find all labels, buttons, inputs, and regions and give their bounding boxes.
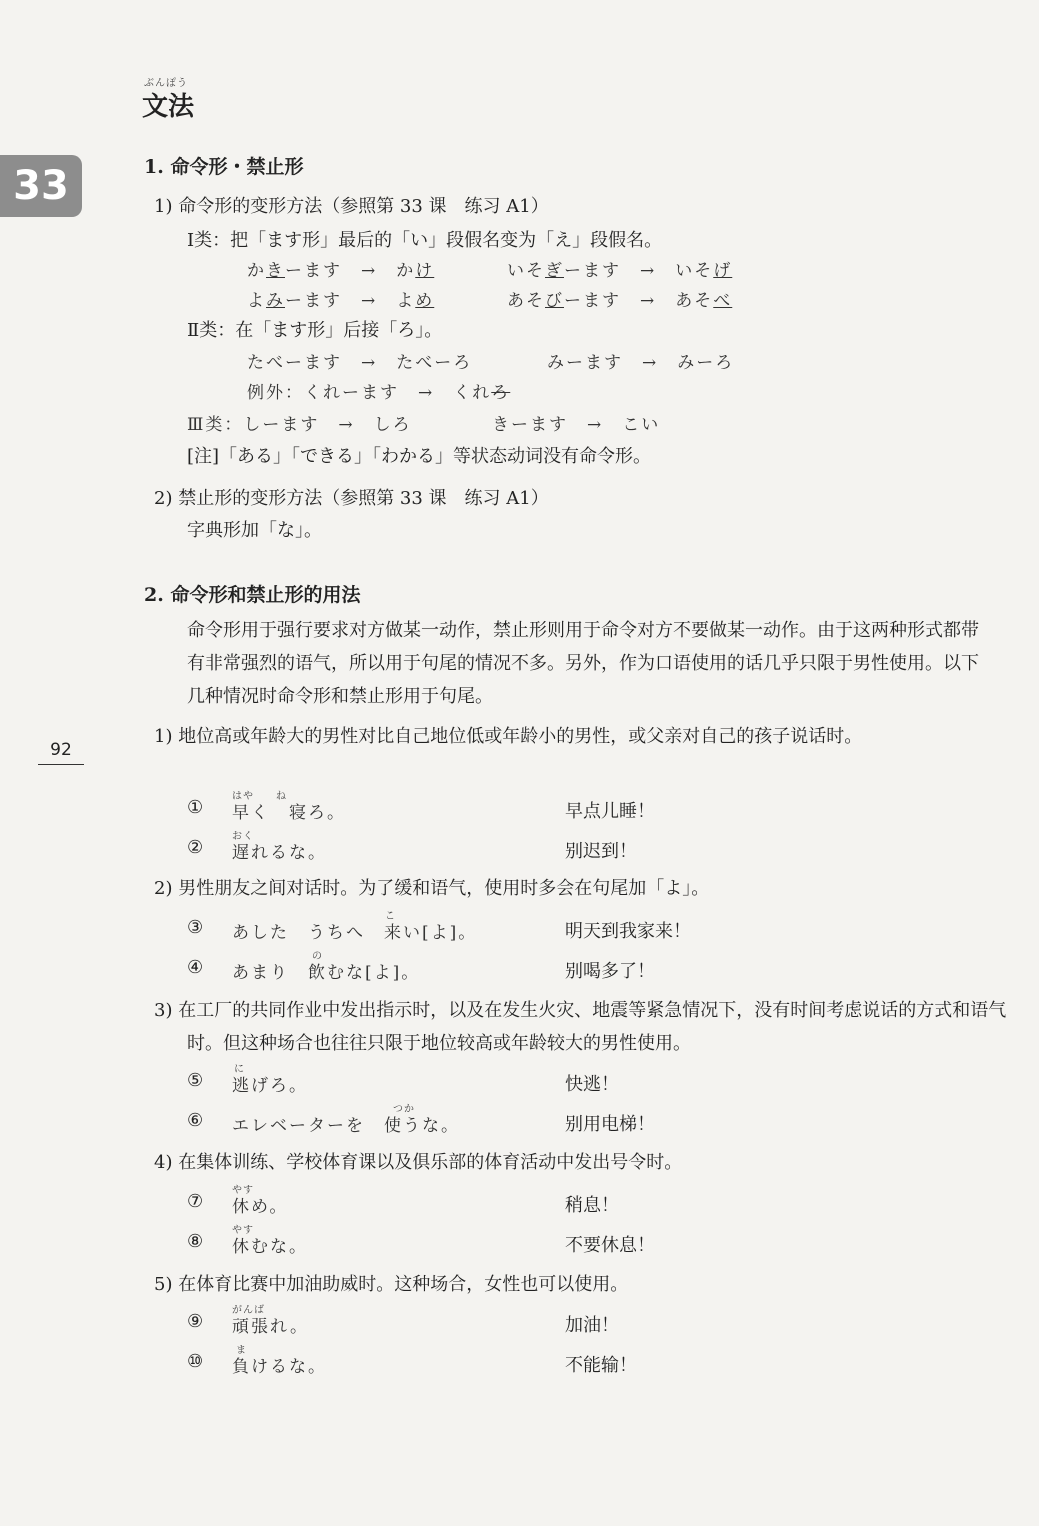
case-2: 2) 男性朋友之间对话时。为了缓和语气，使用时多会在句尾加「よ」。 bbox=[154, 878, 710, 899]
group-1-rule: Ⅰ类：把「ます形」最后的「い」段假名变为「え」段假名。 bbox=[187, 230, 663, 251]
conj-row-3b: みーます → みーろ bbox=[547, 353, 735, 373]
s1-item-2: 2) 禁止形的变形方法（参照第 33 课 练习 A1） bbox=[154, 488, 549, 509]
note: [注]「ある」「できる」「わかる」等状态动词没有命令形。 bbox=[187, 446, 652, 467]
section-2-title: 2. 命令形和禁止形的用法 bbox=[144, 584, 361, 606]
page-title: 文法 bbox=[142, 92, 195, 122]
title-ruby: ぶんぽう bbox=[144, 78, 188, 89]
s2-intro: 命令形用于强行要求对方做某一动作，禁止形则用于命令对方不要做某一动作。由于这两种形式都带有非常强烈的语气，所以用于句尾的情况不多。另外，作为口语使用的话几乎只限于男性使用。以下几种情况时命令形和禁止形用于句尾。 bbox=[187, 620, 979, 707]
conj-row-1b: いそぎーます → いそげ bbox=[507, 261, 733, 281]
group-3-row: Ⅲ类：しーます → しろ bbox=[187, 415, 412, 435]
case-4: 4) 在集体训练、学校体育课以及俱乐部的体育活动中发出号令时。 bbox=[154, 1152, 683, 1173]
case-1: 1) 地位高或年龄大的男性对比自己地位低或年龄小的男性，或父亲对自己的孩子说话时。 bbox=[154, 726, 863, 747]
page-number: 92 bbox=[38, 740, 84, 765]
group-2-rule: Ⅱ类：在「ます形」后接「ろ」。 bbox=[187, 320, 443, 341]
conj-row-2b: あそびーます → あそべ bbox=[507, 291, 733, 311]
chapter-tab: 33 bbox=[0, 155, 82, 217]
conj-row-1: かきーます → かけ bbox=[247, 261, 435, 281]
group-3-rowb: きーます → こい bbox=[492, 415, 661, 435]
case-5: 5) 在体育比赛中加油助威时。这种场合，女性也可以使用。 bbox=[154, 1274, 629, 1295]
conj-row-2: よみーます → よめ bbox=[247, 291, 435, 311]
case-3: 3) 在工厂的共同作业中发出指示时，以及在发生火灾、地震等紧急情况下，没有时间考虑说话的方式和语气时。但这种场合也往往只限于地位较高或年龄较大的男性使用。 bbox=[154, 1000, 1007, 1054]
s1-item-1: 1) 命令形的变形方法（参照第 33 课 练习 A1） bbox=[154, 196, 549, 217]
exception-row: 例外：くれーます → くれろ bbox=[247, 383, 511, 403]
section-1-title: 1. 命令形・禁止形 bbox=[144, 156, 304, 178]
conj-row-3: たべーます → たべーろ bbox=[247, 353, 473, 373]
s1-item-2-body: 字典形加「な」。 bbox=[187, 520, 322, 541]
